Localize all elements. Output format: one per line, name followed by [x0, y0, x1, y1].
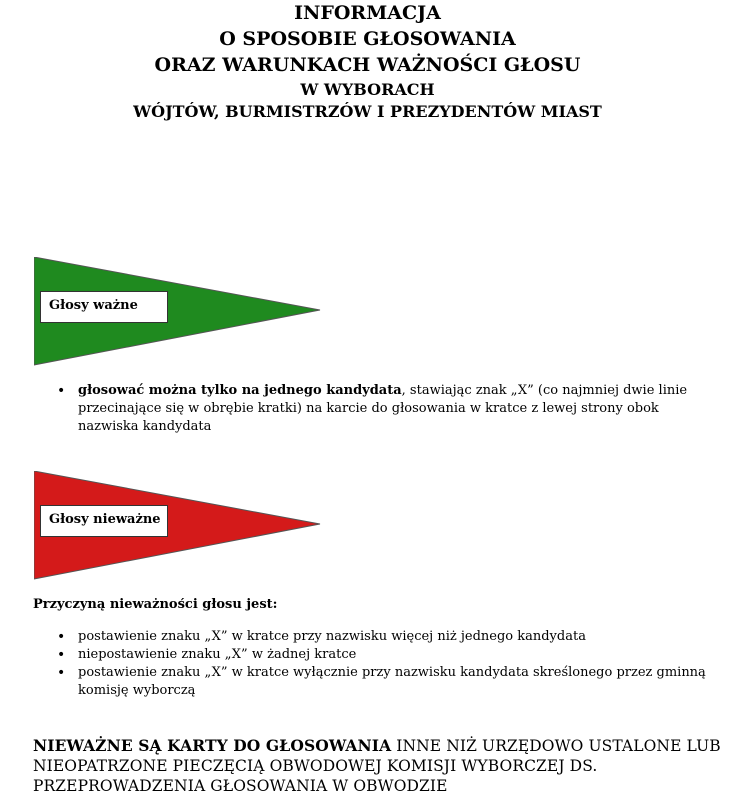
- title-line-1: INFORMACJA: [294, 2, 441, 24]
- title-line-4: W WYBORACH: [300, 80, 435, 99]
- notice-bold: NIEWAŻNE SĄ KARTY DO GŁOSOWANIA: [33, 736, 392, 755]
- title-line-2: O SPOSOBIE GŁOSOWANIA: [219, 28, 516, 50]
- invalid-votes-flag: [34, 471, 324, 581]
- list-item: [56, 382, 711, 436]
- valid-rule-text: , stawiając znak „X” (co najmniej dwie linie przecinające się w obrębie kratki) na karcie do głosowania w kratce z lewej strony obok nazwiska kandydata: [78, 383, 688, 434]
- invalidity-reasons-heading: Przyczyną nieważności głosu jest:: [33, 597, 278, 612]
- notice-text: INNE NIŻ URZĘDOWO USTALONE LUB NIEOPATRZONE PIECZĘCIĄ OBWODOWEJ KOMISJI WYBORCZEJ DS. PRZEPROWADZENIA GŁOSOWANIA W OBWODZIE: [33, 737, 721, 795]
- list-item: • postawienie znaku „X” w kratce przy nazwisku więcej niż jednego kandydata: [56, 628, 711, 646]
- list-item: • niepostawienie znaku „X” w żadnej kratce: [56, 646, 711, 664]
- list-item: • postawienie znaku „X” w kratce wyłącznie przy nazwisku kandydata skreślonego przez gminną komisję wyborczą: [56, 664, 711, 700]
- valid-votes-list: [56, 382, 711, 436]
- valid-votes-flag: [34, 257, 324, 367]
- valid-rule-bold: głosować można tylko na jednego kandydata: [78, 383, 402, 398]
- title-line-3: ORAZ WARUNKACH WAŻNOŚCI GŁOSU: [154, 54, 581, 76]
- invalid-votes-label: Głosy nieważne: [40, 505, 168, 537]
- invalid-ballots-notice: [33, 736, 723, 796]
- invalidity-reasons-list: [56, 628, 711, 700]
- title-line-5: WÓJTÓW, BURMISTRZÓW I PREZYDENTÓW MIAST: [133, 102, 602, 121]
- valid-votes-label: Głosy ważne: [40, 291, 168, 323]
